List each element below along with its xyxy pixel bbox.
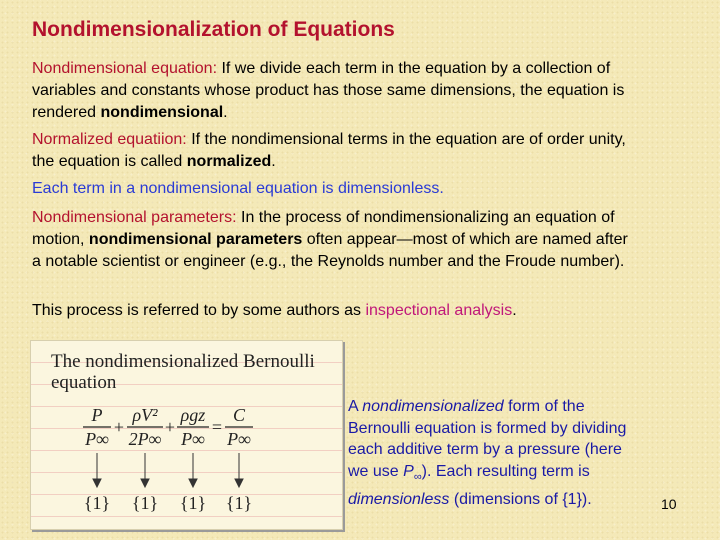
term-4-numerator: C <box>232 405 246 425</box>
definition-text: If we divide each term in the equation by a collection of variables and constants whose product has those same dimensions, the equation is rendered <box>32 60 625 121</box>
definition-text: often appear—most of which are named after a notable scientist or engineer (e.g., the Reynolds number and the Froude number). <box>32 231 628 270</box>
figure-title: The nondimensionalized Bernoulli equation <box>51 351 315 393</box>
term-1-numerator: P <box>91 405 103 425</box>
paragraph-nondimensional-equation <box>32 58 632 124</box>
operator-equals: = <box>211 417 223 437</box>
figure-caption <box>348 396 628 510</box>
bernoulli-equation-figure <box>30 340 343 530</box>
caption-text: (dimensions of {1}). <box>449 490 592 508</box>
paragraph-normalized-equation <box>32 129 632 173</box>
infinity-subscript: ∞ <box>413 470 422 483</box>
caption-text: form of the Bernoulli equation is formed by dividing each additive term by a pressure (here we use <box>348 398 627 480</box>
sentence-text: This process is referred to by some authors as <box>32 302 366 319</box>
term-2-numerator: ρV² <box>132 405 158 425</box>
term-normalized-equation: Normalized equatiion: <box>32 131 187 148</box>
period: . <box>512 302 517 319</box>
term-3-numerator: ρgz <box>180 405 206 425</box>
term-4-denominator: P∞ <box>227 429 251 449</box>
caption-text: A <box>348 398 363 415</box>
term-2-denominator: 2P∞ <box>128 429 162 449</box>
term-nondimensional-equation: Nondimensional equation: <box>32 60 218 77</box>
arrow-head-3 <box>189 479 197 487</box>
bold-term: normalized <box>186 153 272 170</box>
arrow-head-4 <box>235 479 243 487</box>
period: . <box>271 153 276 170</box>
arrow-head-2 <box>141 479 149 487</box>
paragraph-dimensionless-note: Each term in a nondimensional equation is dimensionless. <box>32 180 444 197</box>
term-3-denominator: P∞ <box>181 429 205 449</box>
term-nondimensional-parameters: Nondimensional parameters: <box>32 209 237 226</box>
term-4-dimension: {1} <box>225 493 253 513</box>
paragraph-nondimensional-parameters <box>32 207 632 273</box>
bernoulli-equation-svg <box>31 341 342 529</box>
arrow-head-1 <box>93 479 101 487</box>
operator-plus-1: + <box>113 417 125 437</box>
caption-italic: nondimensionalized <box>362 398 504 415</box>
operator-plus-2: + <box>164 417 176 437</box>
period: . <box>223 104 228 121</box>
paragraph-inspectional-analysis <box>32 300 632 322</box>
slide-title: Nondimensionalization of Equations <box>32 18 395 41</box>
bold-term: nondimensional parameters <box>88 231 303 248</box>
pressure-symbol: P <box>403 462 414 480</box>
highlight-term: inspectional analysis <box>365 302 513 319</box>
caption-italic: dimensionless <box>348 490 450 508</box>
definition-text: In the process of nondimensionalizing an equation of motion, <box>32 209 615 248</box>
term-3-dimension: {1} <box>179 493 207 513</box>
term-1-dimension: {1} <box>83 493 111 513</box>
term-2-dimension: {1} <box>131 493 159 513</box>
bold-term: nondimensional <box>100 104 224 121</box>
term-1-denominator: P∞ <box>85 429 109 449</box>
definition-text: If the nondimensional terms in the equation are of order unity, the equation is called <box>32 131 626 170</box>
caption-text: ). Each resulting term is <box>421 462 590 480</box>
page-number: 10 <box>661 496 677 512</box>
